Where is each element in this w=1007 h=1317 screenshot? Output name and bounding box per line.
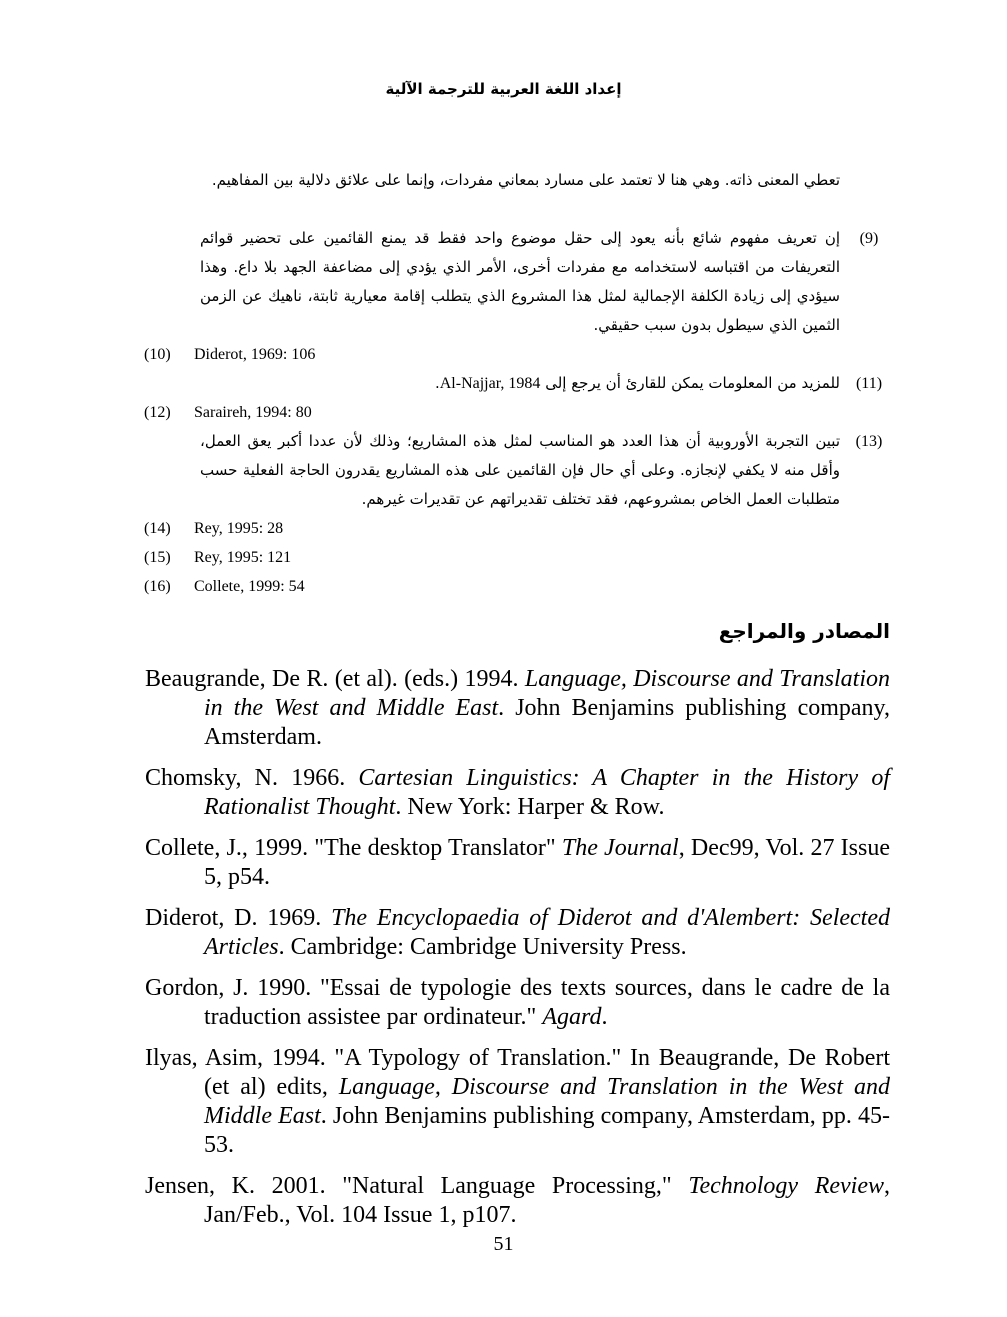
reference-authors: Ilyas, Asim, 1994. "A Typology of Translation." In Beaugrande, De Robert (et al) edits,: [145, 1045, 890, 1100]
note-text: Diderot, 1969: 106: [194, 346, 316, 363]
reference-publisher: . John Benjamins publishing company, Amsterdam, pp. 45-53.: [204, 1103, 890, 1158]
reference-authors: Diderot, D. 1969.: [145, 905, 332, 931]
note-10: [140, 340, 892, 369]
note-8-continuation: تعطي المعنى ذاته. وهي هنا لا تعتمد على مسارد بمعاني مفردات، وإنما على علائق دلالية بين المفاهيم.: [211, 171, 840, 189]
note-14: [140, 514, 892, 543]
note-text: Saraireh, 1994: 80: [194, 404, 312, 421]
note-11: [140, 369, 892, 398]
running-header: إعداد اللغة العربية للترجمة الآلية: [385, 80, 622, 98]
reference-publisher: . John Benjamins publishing company, Amsterdam.: [204, 695, 890, 750]
note-12: [140, 398, 892, 427]
note-16: [140, 572, 892, 601]
reference-authors: Beaugrande, De R. (et al). (eds.) 1994.: [145, 666, 525, 692]
reference-entry: [145, 764, 890, 822]
note-text: Collete, 1999: 54: [194, 578, 305, 595]
reference-title: The Encyclopaedia of Diderot and d'Alembert: Selected Articles: [204, 905, 890, 960]
note-number: (15): [144, 549, 171, 566]
note-citation: Al-Najjar, 1984: [439, 375, 541, 392]
reference-title: The Journal: [561, 835, 679, 861]
reference-authors: Jensen, K. 2001. "Natural Language Processing,": [145, 1173, 689, 1199]
note-text: [200, 369, 840, 398]
note-text-arabic: للمزيد من المعلومات يمكن للقارئ أن يرجع إلى: [540, 374, 840, 392]
note-13: [140, 427, 892, 514]
reference-title: Cartesian Linguistics: A Chapter in the History of Rationalist Thought: [204, 765, 891, 820]
reference-entry: [145, 665, 890, 752]
reference-publisher: . Cambridge: Cambridge University Press.: [278, 934, 687, 960]
references-list: [145, 665, 890, 1242]
note-number: (10): [144, 346, 171, 363]
note-number: (9): [859, 230, 879, 247]
reference-entry: [145, 974, 890, 1032]
reference-title: Agard: [542, 1004, 602, 1030]
reference-title: Language, Discourse and Translation in the West and Middle East: [204, 1074, 891, 1129]
note-text: إن تعريف مفهوم شائع بأنه يعود إلى حقل موضوع واحد فقط قد يمنع القائمين على تحضير قوائم التعريفات من اقتباسه لاستخدامه مع مفردات أخرى، الأمر الذي يؤدي إلى مضاعفة الجهد بلا داع. وهذا سيؤدي إلى زيادة الكلفة الإجمالية لمثل هذا المشروع الذي يتطلب إقامة معيارية ثابتة، ناهيك عن الزمن الثمين الذي سيطول بدون سبب حقيقي.: [200, 229, 840, 334]
reference-publisher: . New York: Harper & Row.: [395, 794, 665, 820]
note-number: (16): [144, 578, 171, 595]
note-number: (14): [144, 520, 171, 537]
note-number: (12): [144, 404, 171, 421]
note-15: [140, 543, 892, 572]
note-text: Rey, 1995: 121: [194, 549, 292, 566]
reference-authors: Collete, J., 1999. "The desktop Translator": [145, 835, 562, 861]
note-text-end: .: [434, 374, 440, 392]
reference-authors: Gordon, J. 1990. "Essai de typologie des texts sources, dans le cadre de la traduction assistee par ordinateur.": [145, 975, 890, 1030]
note-text: تبين التجربة الأوروبية أن هذا العدد هو المناسب لمثل هذه المشاريع؛ وذلك لأن عددا أكبر يعق العمل، وأقل منه لا يكفي لإنجازه. وعلى أي حال فإن القائمين على هذه المشاريع يقدرون الحاجة الفعلية حسب متطلبات العمل الخاص بمشروعهم، فقد تختلف تقديراتهم عن تقديرات غيرهم.: [200, 432, 840, 508]
note-number: (11): [855, 375, 883, 392]
reference-publisher: .: [601, 1004, 608, 1030]
reference-publisher: , Dec99, Vol. 27 Issue 5, p54.: [204, 835, 890, 890]
reference-entry: [145, 904, 890, 962]
reference-entry: [145, 1044, 890, 1160]
reference-title: Technology Review: [688, 1173, 885, 1199]
reference-entry: [145, 1172, 890, 1230]
note-number: (13): [855, 433, 883, 450]
section-heading-references: المصادر والمراجع: [718, 619, 890, 643]
reference-publisher: , Jan/Feb., Vol. 104 Issue 1, p107.: [204, 1173, 891, 1228]
page-number: 51: [493, 1233, 514, 1255]
reference-entry: [145, 834, 890, 892]
reference-authors: Chomsky, N. 1966.: [145, 765, 359, 791]
reference-title: Language, Discourse and Translation in the West and Middle East: [204, 666, 891, 721]
endnotes-list: [140, 224, 892, 601]
note-9: [140, 224, 892, 340]
note-text: Rey, 1995: 28: [194, 520, 284, 537]
